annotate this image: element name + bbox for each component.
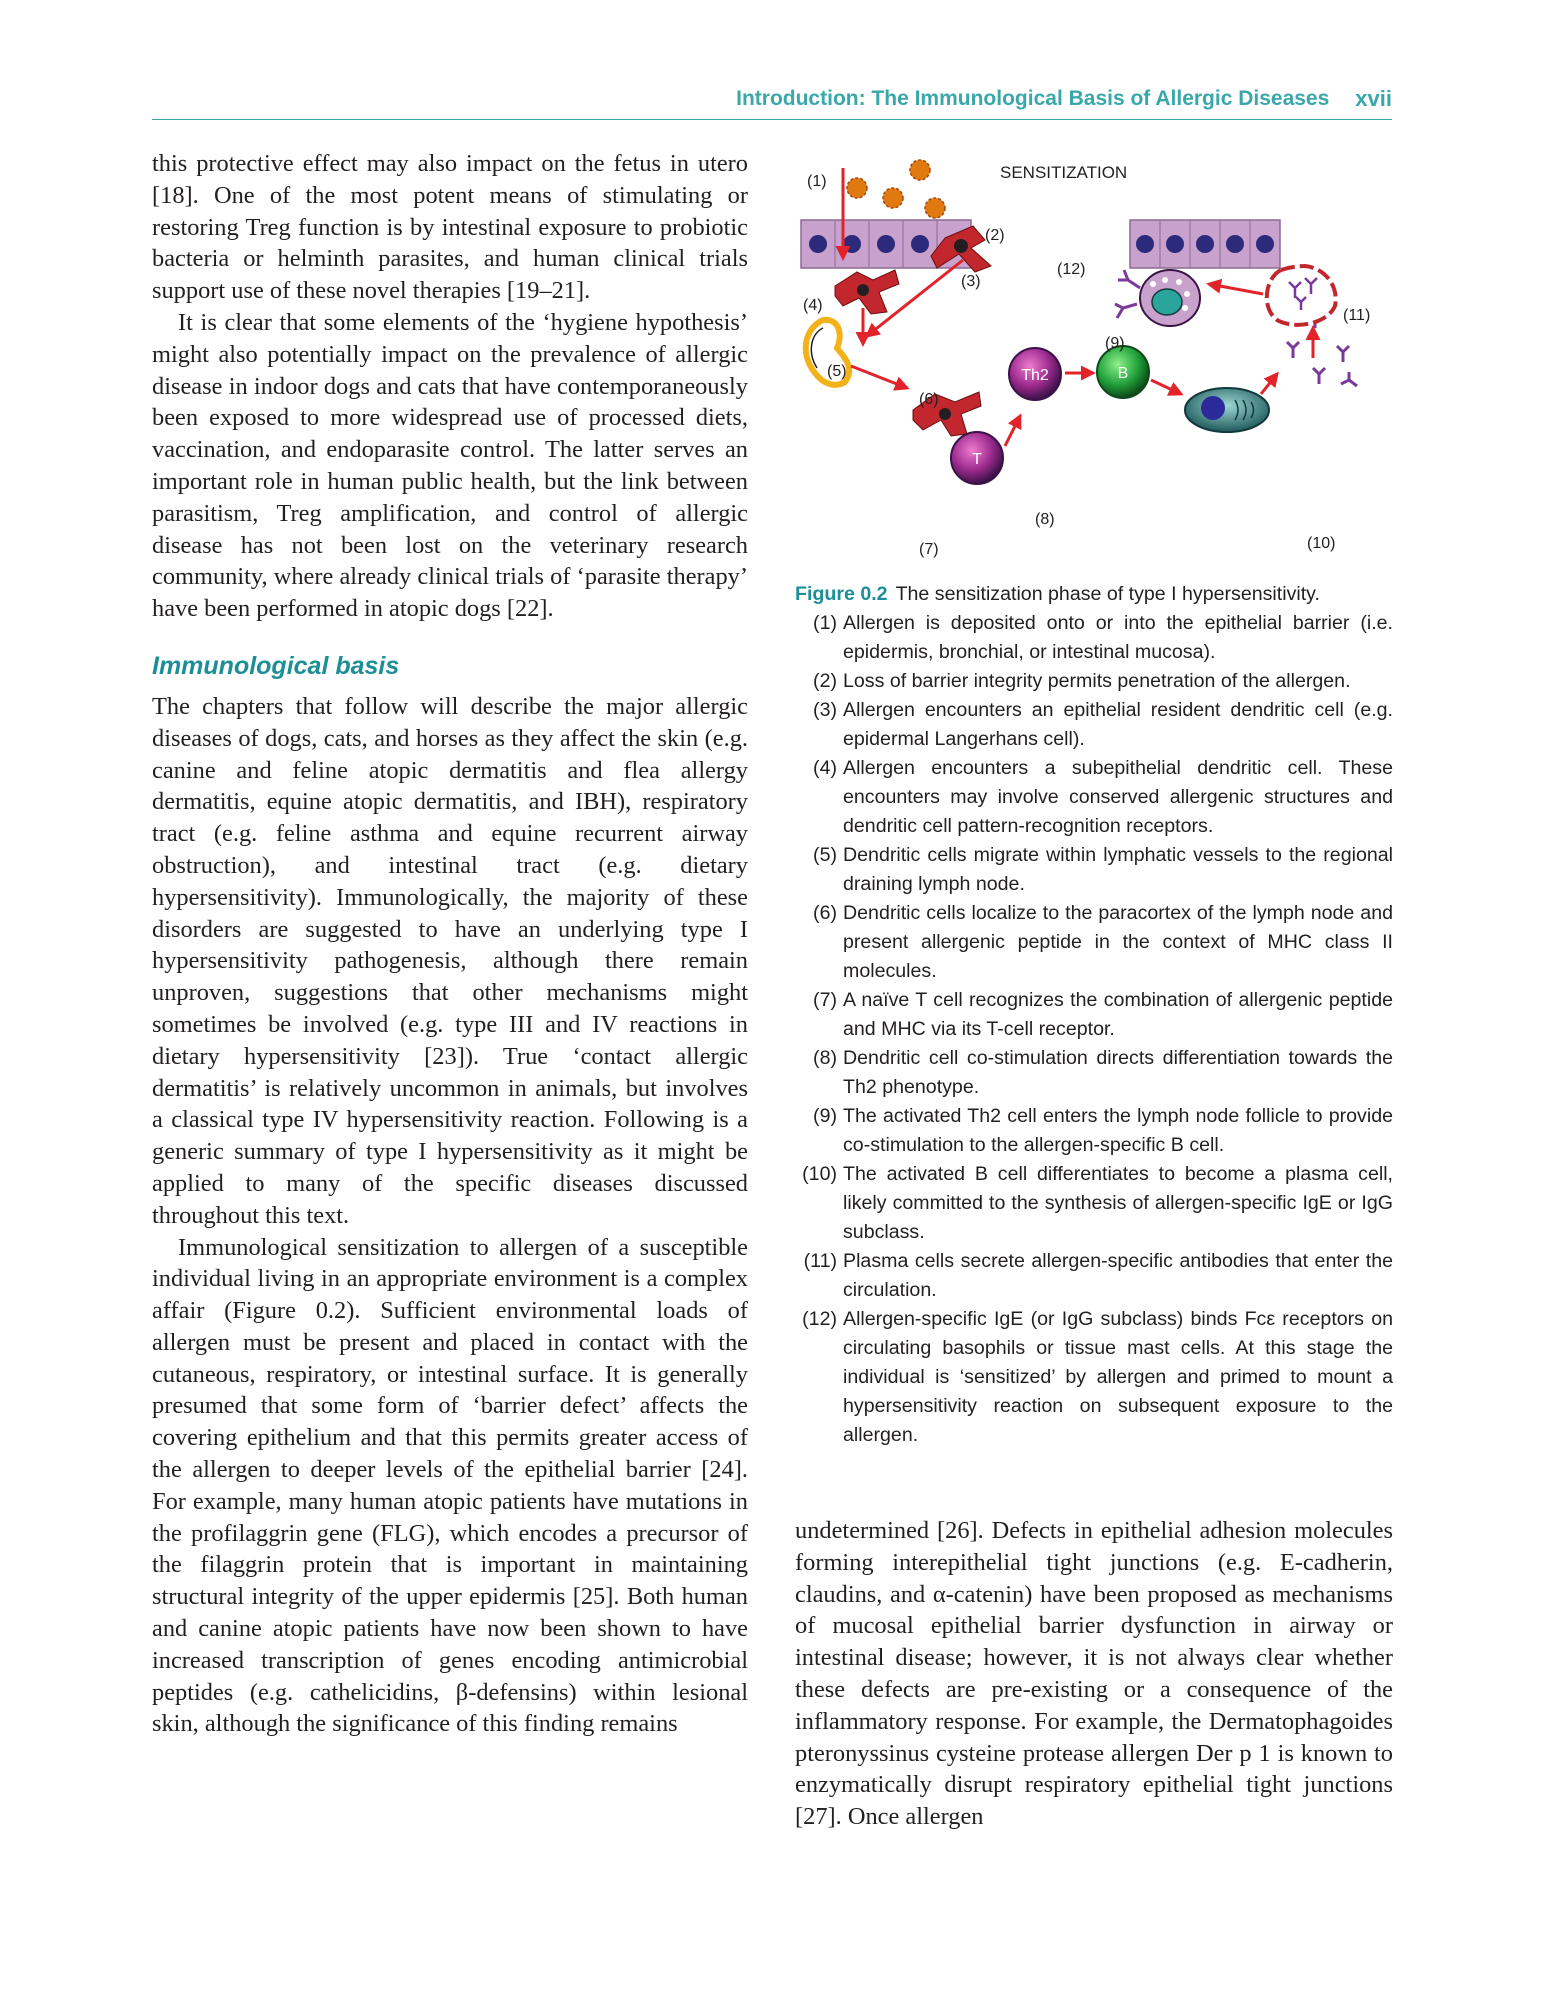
t-cell-label: T: [972, 451, 982, 468]
step-label-9: (9): [1105, 335, 1125, 352]
step-label-4: (4): [803, 297, 823, 314]
subepithelial-dendritic-cell: [835, 270, 899, 314]
paragraph: Immunological sensitization to allergen of a susceptible individual living in an appropriate environment is a complex affair (Figure 0.2). Sufficient environmental loads of allergen must be present and placed in contact with the cutaneous, respiratory, or intestinal surface. It is generally presumed that some form of ‘barrier defect’ affects the covering epithelium and that this permits greater access of the allergen to deeper levels of the epithelial barrier [24]. For example, many human atopic patients have mutations in the profilaggrin gene (FLG), which encodes a precursor of the filaggrin protein that is important in maintaining structural integrity of the upper epidermis [25]. Both human and canine atopic patients have now been shown to have increased transcription of genes encoding antimicrobial peptides (e.g. cathelicidins, β-defensins) within lesional skin, although the significance of this finding remains: [152, 1233, 748, 1738]
step-label-7: (7): [919, 541, 939, 558]
caption-step-list: [795, 609, 1393, 1450]
caption-step: (6) Dendritic cells localize to the paracortex of the lymph node and present allergenic peptide in the context of MHC class II molecules.: [813, 902, 1393, 982]
figure-sensitization-diagram: [795, 148, 1395, 580]
caption-step: (4) Allergen encounters a subepithelial dendritic cell. These encounters may involve conserved allergenic structures and dendritic cell pattern-recognition receptors.: [813, 757, 1393, 837]
section-heading: Immunological basis: [152, 651, 400, 680]
mast-cell: [1115, 270, 1200, 326]
figure-label: Figure 0.2: [795, 583, 888, 605]
paragraph: The chapters that follow will describe the major allergic diseases of dogs, cats, and horses as they affect the skin (e.g. canine and feline atopic dermatitis and flea allergy dermatitis, equine atopic dermatitis, and IBH), respiratory tract (e.g. feline asthma and equine recurrent airway obstruction), and intestinal tract (e.g. dietary hypersensitivity). Immunologically, the majority of these disorders are suggested to have an underlying type I hypersensitivity pathogenesis, although there remain unproven, suggestions that other mechanisms might sometimes be involved (e.g. type III and IV reactions in dietary hypersensitivity [23]). True ‘contact allergic dermatitis’ is relatively uncommon in animals, but involves a classical type IV hypersensitivity reaction. Following is a generic summary of type I hypersensitivity as it might be applied to many of the specific diseases discussed throughout this text.: [152, 692, 748, 1229]
caption-heading: [795, 580, 1393, 609]
paragraph: this protective effect may also impact on the fetus in utero [18]. One of the most potent means of stimulating or restoring Treg function is by intestinal exposure to probiotic bacteria or helminth parasites, and human clinical trials support use of these novel therapies [19–21].: [152, 150, 748, 305]
caption-step: (3) Allergen encounters an epithelial resident dendritic cell (e.g. epidermal Langerhans cell).: [813, 699, 1393, 750]
right-column: [795, 1515, 1393, 1833]
naive-t-cell: [951, 432, 1003, 484]
left-column: [152, 148, 748, 1740]
caption-step: (9) The activated Th2 cell enters the lymph node follicle to provide co-stimulation to the allergen-specific B cell.: [813, 1105, 1393, 1156]
caption-step: (8) Dendritic cell co-stimulation directs differentiation towards the Th2 phenotype.: [813, 1047, 1393, 1098]
paragraph: undetermined [26]. Defects in epithelial adhesion molecules forming interepithelial tight junctions (e.g. E-cadherin, claudins, and α-catenin) have been proposed as mechanisms of mucosal epithelial barrier dysfunction in airway or intestinal disease; however, it is not always clear whether these defects are pre-existing or a consequence of the inflammatory response. For example, the Dermatophagoides pteronyssinus cysteine protease allergen Der p 1 is known to enzymatically disrupt respiratory epithelial tight junctions [27]. Once allergen: [795, 1517, 1393, 1831]
step-label-10: (10): [1307, 535, 1336, 552]
step-label-8: (8): [1035, 511, 1055, 528]
caption-step: (10) The activated B cell differentiates to become a plasma cell, likely committed to the synthesis of allergen-specific IgE or IgG subclass.: [802, 1163, 1393, 1243]
caption-step: (11) Plasma cells secrete allergen-specific antibodies that enter the circulation.: [803, 1250, 1393, 1301]
step-label-5: (5): [827, 363, 847, 380]
th2-cell-label: Th2: [1021, 367, 1049, 384]
caption-step: (7) A naïve T cell recognizes the combination of allergenic peptide and MHC via its T-cell receptor.: [813, 989, 1393, 1040]
running-header: [152, 78, 1392, 120]
paragraph: It is clear that some elements of the ‘hygiene hypothesis’ might also potentially impact on the prevalence of allergic disease in indoor dogs and cats that have contemporaneously been exposed to more widespread use of processed diets, vaccination, and endoparasite control. The latter serves an important role in human public health, but the link between parasitism, Treg amplification, and control of allergic disease has not been lost on the veterinary research community, where already clinical trials of ‘parasite therapy’ have been performed in atopic dogs [22].: [152, 308, 748, 623]
page-number: xvii: [1355, 85, 1392, 111]
figure-title: SENSITIZATION: [1000, 163, 1128, 182]
step-label-6: (6): [919, 391, 939, 408]
step-label-1: (1): [807, 173, 827, 190]
circulating-basophil: [1267, 266, 1336, 325]
caption-step: (5) Dendritic cells migrate within lymphatic vessels to the regional draining lymph node.: [813, 844, 1393, 895]
plasma-cell: [1185, 388, 1269, 432]
step-label-11: (11): [1343, 307, 1371, 324]
caption-title: The sensitization phase of type I hypersensitivity.: [895, 583, 1320, 605]
caption-step: (1) Allergen is deposited onto or into the epithelial barrier (i.e. epidermis, bronchial, or intestinal mucosa).: [813, 612, 1393, 663]
b-cell-label: B: [1117, 365, 1129, 382]
caption-step: (12) Allergen-specific IgE (or IgG subclass) binds Fcε receptors on circulating basophils or tissue mast cells. At this stage the individual is ‘sensitized’ by allergen and primed to mount a hypersensitivity reaction on subsequent exposure to the allergen.: [802, 1308, 1393, 1446]
step-label-2: (2): [985, 227, 1005, 244]
step-label-12: (12): [1057, 261, 1086, 278]
figure-caption: [795, 580, 1393, 1450]
allergen-particles: [847, 160, 945, 218]
caption-step: (2) Loss of barrier integrity permits penetration of the allergen.: [813, 670, 1351, 692]
b-cell: [1097, 346, 1149, 398]
th2-cell: [1009, 348, 1061, 400]
epithelial-barrier-right: [1130, 220, 1280, 268]
running-title: Introduction: The Immunological Basis of Allergic Diseases: [736, 86, 1330, 110]
step-label-3: (3): [961, 273, 981, 290]
